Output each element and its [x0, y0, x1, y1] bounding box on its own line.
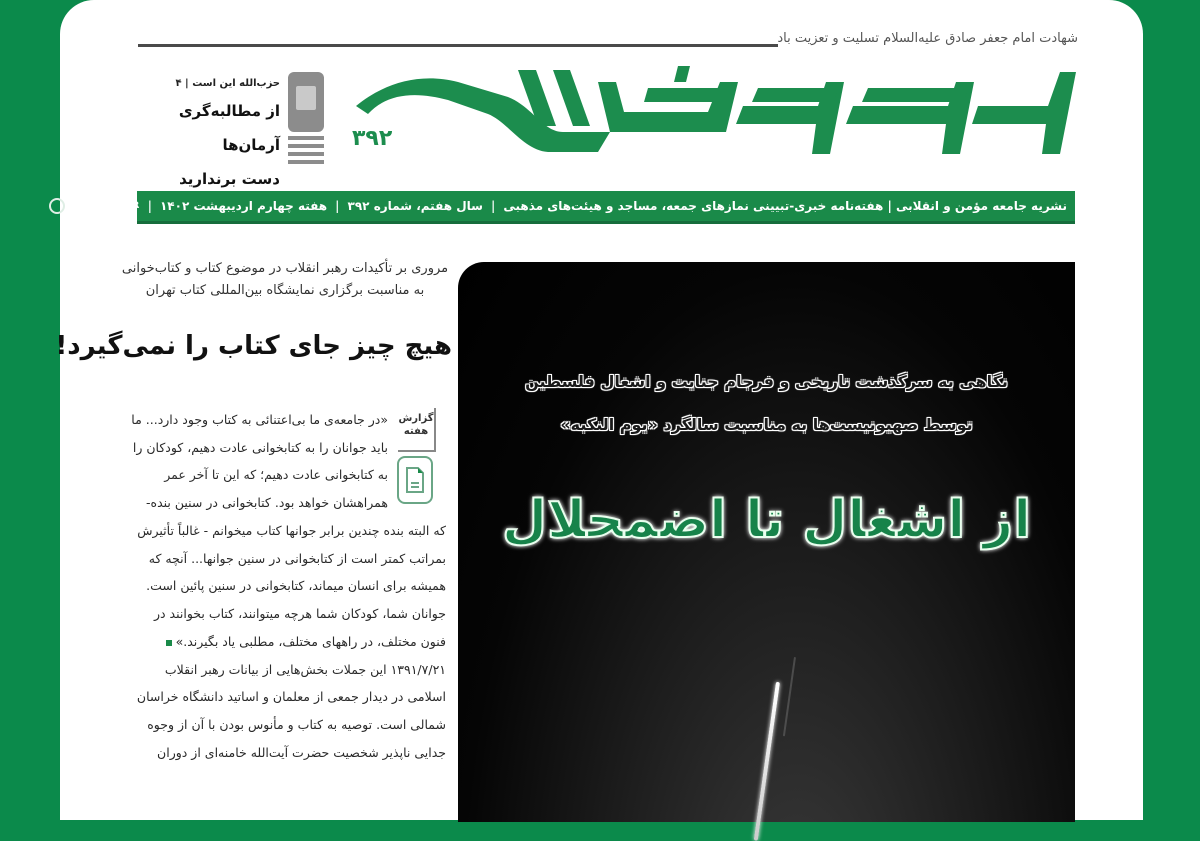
- body-line: جدایی ناپذیر شخصیت حضرت آیت‌الله خامنه‌ای از دوران: [157, 744, 446, 760]
- document-icon: [397, 456, 433, 504]
- promo-title-line-2: دست برندارید: [179, 170, 280, 188]
- logo-stroke-10: [862, 88, 968, 102]
- header-rule: [138, 44, 778, 47]
- body-line: که البته بنده چندین برابر جوانها کتاب میخوانم - غالباً تأثیرش: [137, 523, 446, 538]
- end-bullet-icon: [166, 640, 172, 646]
- body-line: [128, 628, 446, 656]
- report-divider: [398, 450, 436, 452]
- ribbon-separator: |: [335, 199, 340, 213]
- site-label: KHAMENEI.IR: [68, 201, 140, 211]
- logo-stroke-8: [752, 88, 838, 102]
- issue-number: ۳۹۲: [352, 126, 393, 151]
- rocket-trail-faint: [783, 657, 796, 736]
- ribbon-date: هفته چهارم اردیبهشت ۱۴۰۲: [159, 199, 328, 213]
- logo-stroke-5: [644, 88, 733, 102]
- feature-title: از اشغال تا اضمحلال: [501, 490, 1032, 550]
- article-headline[interactable]: هیچ چیز جای کتاب را نمی‌گیرد!: [55, 331, 452, 361]
- feature-panel[interactable]: [458, 262, 1075, 822]
- body-line: بمراتب کمتر است از کتابخوانی در سنین جوانها... آنچه که: [148, 550, 446, 566]
- quote-line: به کتابخوانی عادت دهیم؛ که این تا آخر عمر: [164, 467, 388, 483]
- feature-subtitle-line-1: نگاهی به سرگذشت تاریخی و فرجام جنایت و اشغال فلسطین: [525, 372, 1008, 391]
- rocket-trail: [754, 682, 780, 841]
- book-stack-icon: [286, 72, 326, 170]
- body-line-text: فنون مختلف، در راههای مختلف، مطلبی یاد بگیرند.»: [175, 633, 446, 649]
- body-line: جوانان شما، کودکان شما هرچه میتوانند، کتاب بخوانند در: [153, 606, 446, 622]
- report-divider: [434, 408, 436, 452]
- article-quote: [128, 406, 388, 517]
- site-logo-icon: [49, 198, 65, 214]
- condolence-note: شهادت امام جعفر صادق علیه‌السلام تسلیت و تعزیت باد: [777, 31, 1078, 46]
- body-line: همیشه برای انسان میماند، کتابخوانی در سنین پائین است.: [146, 578, 446, 594]
- article-intro: مروری بر تأکیدات رهبر انقلاب در موضوع کتاب و کتاب‌خوانی به مناسبت برگزاری نمایشگاه بین‌المللی کتاب تهران: [121, 261, 449, 298]
- article-body: [128, 517, 446, 766]
- logo-stroke-6: [674, 66, 690, 82]
- ribbon-volume: سال هفتم، شماره ۳۹۲: [347, 199, 483, 213]
- masthead-logo: [348, 62, 1076, 158]
- logo-stroke-11: [972, 72, 1076, 154]
- feature-subtitle-line-2: توسط صهیونیست‌ها به مناسبت سالگرد «یوم النکبه»: [560, 415, 973, 434]
- body-line: اسلامی در دیدار جمعی از معلمان و اساتید دانشگاه خراسان: [136, 689, 446, 705]
- ribbon-separator: |: [147, 199, 152, 213]
- promo-title-line-1: از مطالبه‌گری آرمان‌ها: [178, 102, 280, 154]
- quote-line: باید جوانان را به کتابخوانی عادت دهیم، کودکان را: [132, 439, 388, 455]
- publication-ribbon: [68, 191, 1075, 224]
- ribbon-description: نشریه جامعه مؤمن و انقلابی | هفته‌نامه خبری-تبیینی نمازهای جمعه، مساجد و هیئت‌های مذهبی: [503, 199, 1067, 213]
- logo-stroke-3: [553, 70, 590, 126]
- body-line: ۱۳۹۱/۷/۲۱ این جملات بخش‌هایی از بیانات رهبر انقلاب: [164, 661, 446, 677]
- promo-kicker: حزب‌الله این است | ۴: [175, 78, 280, 89]
- report-label: گزارش هفته: [398, 413, 434, 437]
- body-line: شمالی است. توصیه به کتاب و مأنوس بودن با آن از وجوه: [147, 716, 446, 732]
- quote-line: همراهشان خواهد بود. کتابخوانی در سنین بنده-: [146, 495, 388, 511]
- ribbon-separator: |: [490, 199, 496, 213]
- quote-line: «در جامعه‌ی ما بی‌اعتنائی به کتاب وجود دارد... ما: [131, 412, 388, 427]
- site-link[interactable]: [49, 198, 140, 214]
- promo-title[interactable]: [150, 94, 280, 196]
